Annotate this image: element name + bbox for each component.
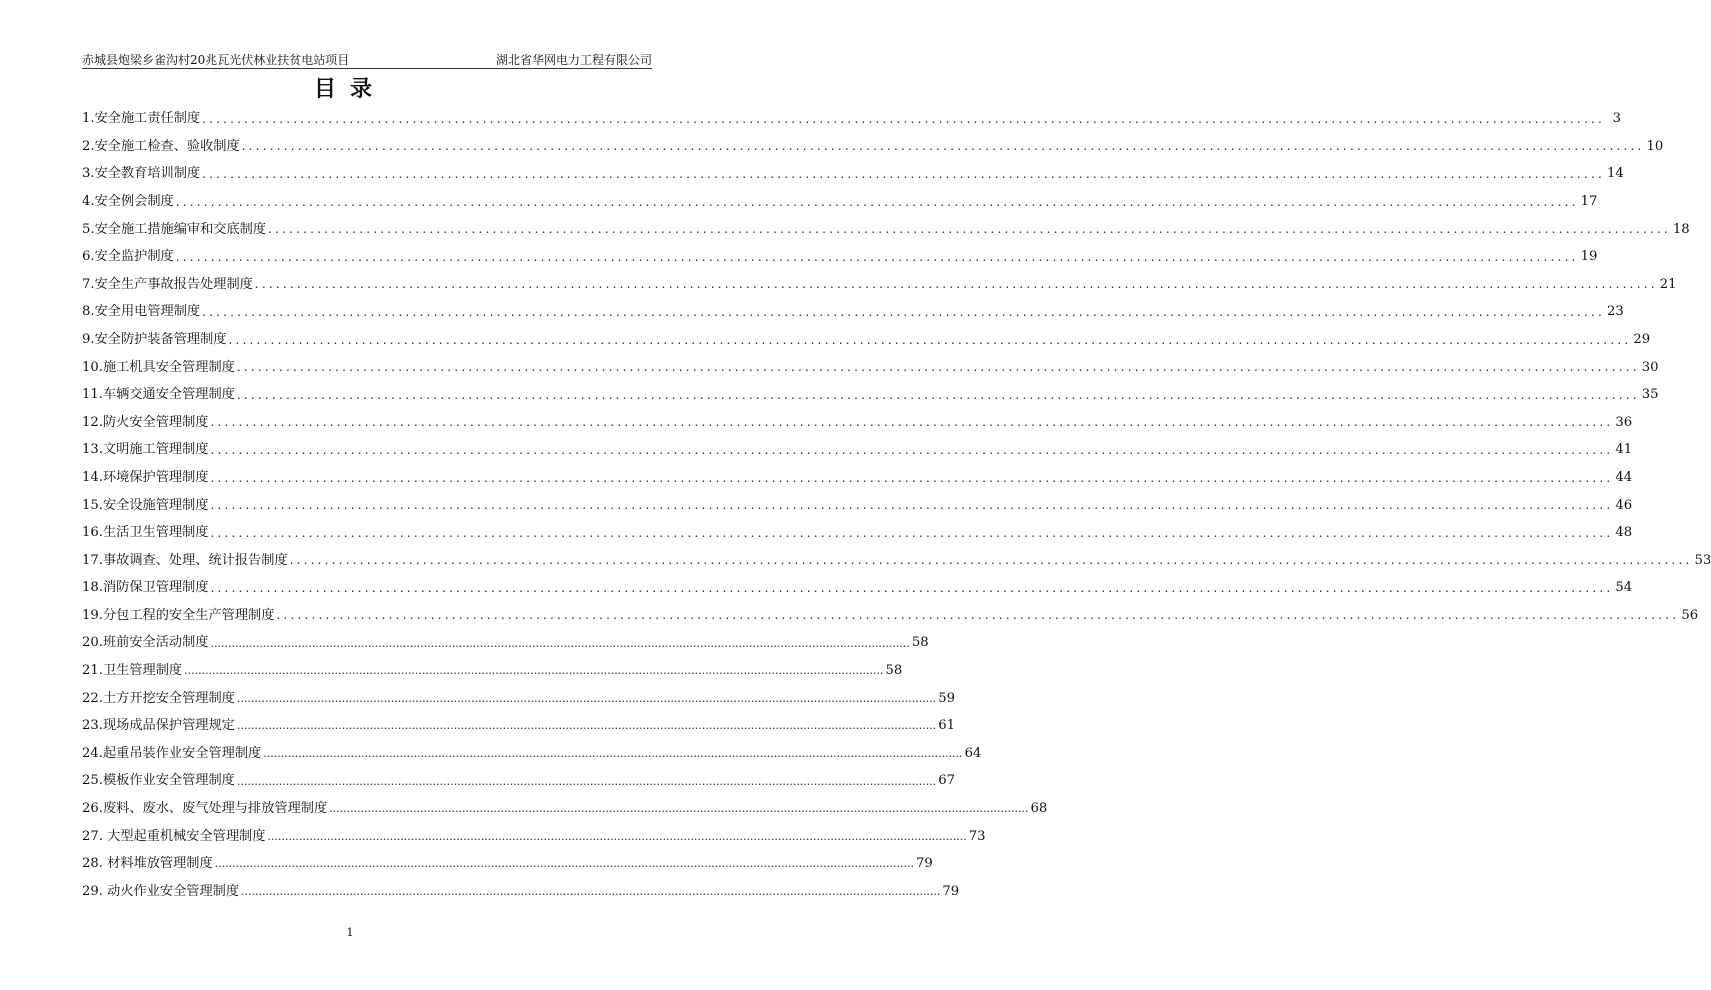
toc-dot-leader: ........................................................................................................................................................................................................ [210, 525, 1614, 540]
toc-entry[interactable] [82, 326, 1651, 354]
toc-entry-label: 14.环境保护管理制度 [82, 469, 209, 485]
toc-dot-leader: ........................................................................................................................................................................................................ [241, 139, 1645, 154]
toc-dot-leader: ........................................................................................................................................................................................................ [175, 249, 1579, 264]
toc-entry-label: 6.安全监护制度 [82, 249, 174, 265]
toc-entry[interactable] [82, 436, 1633, 464]
toc-entry-page: 64 [964, 745, 982, 761]
toc-dot-leader: ........................................................................................................................................................................................................ [236, 360, 1640, 375]
header-company-name: 湖北省华网电力工程有限公司 [495, 53, 652, 67]
toc-dot-leader: ........................................................................................................................................................................................................ [267, 829, 967, 843]
toc-dot-leader: ........................................................................................................................................................................................................ [210, 498, 1614, 513]
toc-entry[interactable] [82, 878, 960, 906]
toc-entry-page: 3 [1612, 111, 1621, 127]
toc-entry[interactable] [82, 574, 1633, 602]
toc-entry[interactable] [82, 464, 1633, 492]
header-project-name: 赤城县炮梁乡雀沟村20兆瓦光伏林业扶贫电站项目 [82, 53, 350, 67]
toc-entry[interactable] [82, 684, 955, 712]
toc-entry-label: 1.安全施工责任制度 [82, 111, 201, 127]
toc-entry-page: 79 [942, 883, 960, 899]
toc-entry-label: 18.消防保卫管理制度 [82, 580, 209, 596]
toc-entry-label: 28. 材料堆放管理制度 [82, 856, 213, 872]
toc-dot-leader: ........................................................................................................................................................................................................ [241, 884, 941, 898]
toc-entry-label: 4.安全例会制度 [82, 193, 174, 209]
toc-entry-label: 15.安全设施管理制度 [82, 497, 209, 513]
toc-dot-leader: ........................................................................................................................................................................................................ [236, 774, 937, 788]
table-of-contents [82, 105, 1711, 905]
toc-entry-label: 3.安全教育培训制度 [82, 166, 201, 182]
toc-entry-page: 17 [1580, 193, 1598, 209]
page-header [82, 48, 652, 69]
toc-dot-leader: ........................................................................................................................................................................................................ [210, 415, 1614, 430]
toc-entry[interactable] [82, 519, 1633, 547]
toc-entry-page: 73 [968, 828, 986, 844]
toc-entry-page: 46 [1615, 497, 1633, 513]
toc-entry-label: 10.施工机具安全管理制度 [82, 359, 235, 375]
toc-entry[interactable] [82, 215, 1690, 243]
toc-dot-leader: ........................................................................................................................................................................................................ [236, 387, 1640, 402]
toc-dot-leader: ........................................................................................................................................................................................................ [202, 304, 1605, 319]
toc-entry[interactable] [82, 409, 1633, 437]
toc-entry-label: 22.土方开挖安全管理制度 [82, 690, 235, 706]
toc-entry[interactable] [82, 547, 1711, 575]
toc-entry-page: 58 [911, 635, 929, 651]
toc-entry[interactable] [82, 795, 1048, 823]
toc-entry[interactable] [82, 740, 982, 768]
toc-entry-label: 26.废料、废水、废气处理与排放管理制度 [82, 801, 328, 817]
toc-entry-page: 36 [1615, 414, 1633, 430]
toc-dot-leader: ........................................................................................................................................................................................................ [289, 553, 1693, 568]
toc-entry[interactable] [82, 822, 986, 850]
toc-entry-label: 2.安全施工检查、验收制度 [82, 138, 240, 154]
toc-entry-page: 59 [938, 690, 955, 706]
toc-entry-label: 21.卫生管理制度 [82, 663, 183, 679]
toc-dot-leader: ........................................................................................................................................................................................................ [210, 442, 1614, 457]
toc-entry-label: 25.模板作业安全管理制度 [82, 773, 235, 789]
toc-entry-label: 27. 大型起重机械安全管理制度 [82, 828, 266, 844]
toc-entry-page: 21 [1659, 276, 1677, 292]
toc-dot-leader: ........................................................................................................................................................................................................ [236, 719, 937, 733]
toc-entry[interactable] [82, 188, 1598, 216]
toc-entry[interactable] [82, 271, 1677, 299]
toc-dot-leader: ........................................................................................................................................................................................................ [210, 470, 1614, 485]
toc-dot-leader: ........................................................................................................................................................................................................ [202, 166, 1605, 181]
toc-entry-page: 56 [1681, 607, 1699, 623]
toc-entry[interactable] [82, 133, 1664, 161]
toc-title: 目录 [313, 76, 386, 102]
toc-entry-page: 58 [885, 663, 903, 679]
page-number: 1 [346, 926, 354, 939]
toc-entry-label: 9.安全防护装备管理制度 [82, 331, 227, 347]
toc-entry-page: 53 [1694, 552, 1711, 568]
toc-dot-leader: ........................................................................................................................................................................................................ [184, 664, 884, 678]
toc-entry-label: 5.安全施工措施编审和交底制度 [82, 221, 267, 237]
toc-entry[interactable] [82, 491, 1633, 519]
toc-entry[interactable] [82, 105, 1621, 133]
toc-entry-label: 11.车辆交通安全管理制度 [82, 387, 235, 403]
toc-entry[interactable] [82, 243, 1598, 271]
toc-entry-label: 19.分包工程的安全生产管理制度 [82, 607, 275, 623]
toc-entry-page: 61 [938, 718, 955, 734]
toc-entry-page: 19 [1580, 249, 1598, 265]
toc-dot-leader: ........................................................................................................................................................................................................ [263, 746, 963, 760]
toc-dot-leader: ........................................................................................................................................................................................................ [210, 580, 1614, 595]
toc-entry-label: 24.起重吊装作业安全管理制度 [82, 745, 262, 761]
toc-entry-label: 8.安全用电管理制度 [82, 304, 201, 320]
toc-entry-label: 7.安全生产事故报告处理制度 [82, 276, 253, 292]
toc-entry-label: 29. 动火作业安全管理制度 [82, 883, 240, 899]
toc-dot-leader: ........................................................................................................................................................................................................ [210, 636, 910, 650]
toc-dot-leader: ........................................................................................................................................................................................................ [276, 608, 1680, 623]
toc-entry-page: 23 [1606, 304, 1624, 320]
toc-entry-page: 48 [1615, 525, 1633, 541]
toc-entry-label: 12.防火安全管理制度 [82, 414, 209, 430]
toc-entry-page: 79 [916, 856, 933, 872]
toc-entry-page: 44 [1615, 469, 1633, 485]
toc-dot-leader: ........................................................................................................................................................................................................ [214, 857, 914, 871]
toc-entry-label: 16.生活卫生管理制度 [82, 525, 209, 541]
toc-entry-page: 68 [1030, 801, 1048, 817]
toc-entry[interactable] [82, 657, 903, 685]
toc-entry-label: 20.班前安全活动制度 [82, 635, 209, 651]
toc-entry-page: 10 [1646, 138, 1664, 154]
toc-dot-leader: ........................................................................................................................................................................................................ [268, 222, 1671, 237]
toc-entry-label: 23.现场成品保护管理规定 [82, 718, 235, 734]
toc-entry-label: 17.事故调查、处理、统计报告制度 [82, 552, 288, 568]
toc-entry[interactable] [82, 160, 1624, 188]
toc-entry-label: 13.文明施工管理制度 [82, 442, 209, 458]
toc-entry[interactable] [82, 629, 929, 657]
toc-entry-page: 30 [1641, 359, 1659, 375]
toc-dot-leader: ........................................................................................................................................................................................................ [202, 111, 1605, 126]
toc-entry[interactable] [82, 381, 1659, 409]
toc-entry[interactable] [82, 602, 1699, 630]
toc-entry[interactable] [82, 298, 1624, 326]
toc-entry[interactable] [82, 712, 955, 740]
toc-entry[interactable] [82, 767, 955, 795]
toc-entry-page: 54 [1615, 580, 1633, 596]
toc-dot-leader: ........................................................................................................................................................................................................ [254, 277, 1658, 292]
toc-entry[interactable] [82, 850, 933, 878]
toc-dot-leader: ........................................................................................................................................................................................................ [175, 194, 1579, 209]
toc-entry-page: 35 [1641, 387, 1659, 403]
toc-entry-page: 67 [938, 773, 955, 789]
toc-dot-leader: ........................................................................................................................................................................................................ [329, 802, 1029, 816]
toc-dot-leader: ........................................................................................................................................................................................................ [236, 691, 937, 705]
toc-dot-leader: ........................................................................................................................................................................................................ [228, 332, 1632, 347]
toc-entry-page: 29 [1633, 331, 1651, 347]
toc-entry[interactable] [82, 353, 1659, 381]
toc-entry-page: 18 [1672, 221, 1690, 237]
toc-entry-page: 14 [1606, 166, 1624, 182]
toc-entry-page: 41 [1615, 442, 1633, 458]
